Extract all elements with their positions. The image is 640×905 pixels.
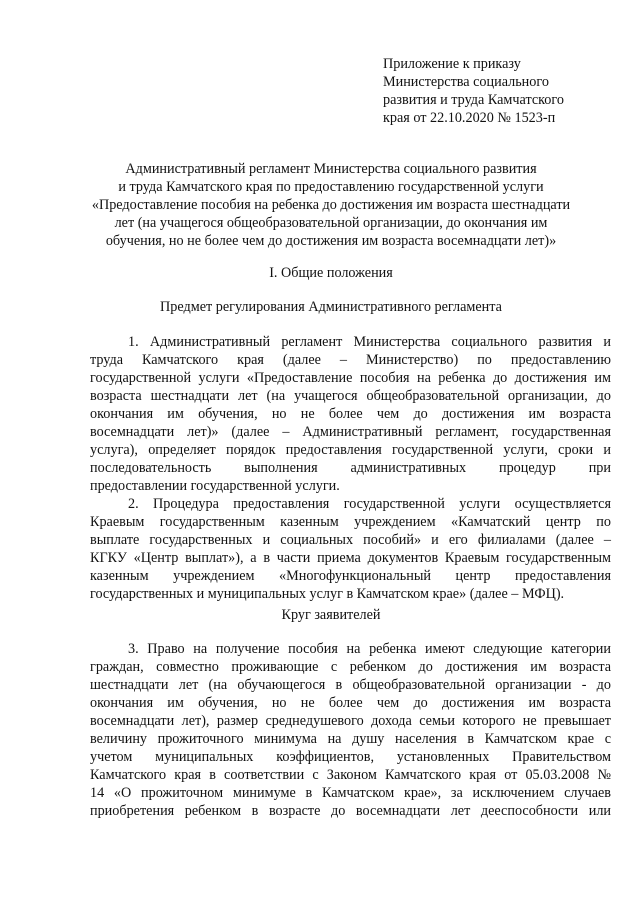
paragraph-line: предоставлении государственной услуги.	[90, 478, 340, 494]
title-line: «Предоставление пособия на ребенка до достижения им возраста шестнадцати	[91, 197, 571, 213]
paragraph-line: услуга), определяет порядок предоставления государственной услуги, сроки и	[90, 442, 611, 458]
appendix-line: развития и труда Камчатского	[383, 92, 564, 108]
paragraph-2	[90, 495, 611, 603]
paragraph-1	[90, 333, 611, 495]
paragraph-line: последовательность выполнения административных процедур при	[90, 460, 611, 476]
paragraph-line: 2. Процедура предоставления государственной услуги осуществляется	[128, 496, 611, 512]
section-heading: I. Общие положения	[269, 265, 393, 281]
paragraph-line: государственных и муниципальных услуг в Камчатском крае» (далее – МФЦ).	[90, 586, 565, 602]
paragraph-line: восемнадцати лет), размер среднедушевого дохода семьи которого не превышает	[90, 713, 611, 729]
paragraph-line: труда Камчатского края (далее – Министерство) по предоставлению	[90, 352, 611, 368]
paragraph-line: 1. Административный регламент Министерства социального развития и	[128, 334, 611, 350]
subject-heading: Предмет регулирования Административного регламента	[160, 299, 502, 315]
appendix-line: Министерства социального	[383, 74, 549, 90]
paragraph-line: Камчатского края в соответствии с Законом Камчатского края от 05.03.2008 №	[90, 767, 611, 783]
paragraph-line: шестнадцати лет (на обучающегося в общеобразовательной организации - до	[90, 677, 611, 693]
title-line: и труда Камчатского края по предоставлению государственной услуги	[118, 179, 544, 195]
title-line: лет (на учащегося общеобразовательной организации, до окончания им	[114, 215, 548, 231]
paragraph-line: казенным учреждением «Многофункциональный центр предоставления	[90, 568, 611, 584]
paragraph-line: приобретения ребенком в возрасте до восемнадцати лет дееспособности или	[90, 803, 611, 819]
appendix-note	[383, 55, 623, 127]
paragraph-line: государственной услуги «Предоставление пособия на ребенка до достижения им	[90, 370, 611, 386]
paragraph-line: Краевым государственным казенным учреждением «Камчатский центр по	[90, 514, 611, 530]
title-line: обучения, но не более чем до достижения им возраста восемнадцати лет)»	[105, 233, 557, 249]
paragraph-3	[90, 640, 611, 820]
appendix-line: Приложение к приказу	[383, 56, 521, 72]
paragraph-line: 14 «О прожиточном минимуме в Камчатском крае», за исключением случаев	[90, 785, 611, 801]
paragraph-line: учетом муниципальных коэффициентов, установленных Правительством	[90, 749, 611, 765]
paragraph-line: восемнадцати лет)» (далее – Административный регламент, государственная	[90, 424, 611, 440]
paragraph-line: КГКУ «Центр выплат»), а в части приема документов Краевым государственным	[90, 550, 611, 566]
paragraph-line: величину прожиточного минимума на душу населения в Камчатском крае с	[90, 731, 611, 747]
document-title	[60, 160, 602, 250]
appendix-line: края от 22.10.2020 № 1523-п	[383, 110, 556, 126]
title-line: Административный регламент Министерства социального развития	[125, 161, 537, 177]
paragraph-line: возраста шестнадцати лет (на учащегося общеобразовательной организации, до	[90, 388, 611, 404]
paragraph-line: выплате государственных и социальных пособий» и его филиалами (далее –	[90, 532, 611, 548]
paragraph-line: окончания им обучения, но не более чем до достижения им возраста	[90, 695, 611, 711]
applicants-heading: Круг заявителей	[281, 607, 381, 623]
paragraph-line: окончания им обучения, но не более чем до достижения им возраста	[90, 406, 611, 422]
paragraph-line: 3. Право на получение пособия на ребенка имеют следующие категории	[128, 641, 611, 657]
paragraph-line: граждан, совместно проживающие с ребенком до достижения им возраста	[90, 659, 611, 675]
